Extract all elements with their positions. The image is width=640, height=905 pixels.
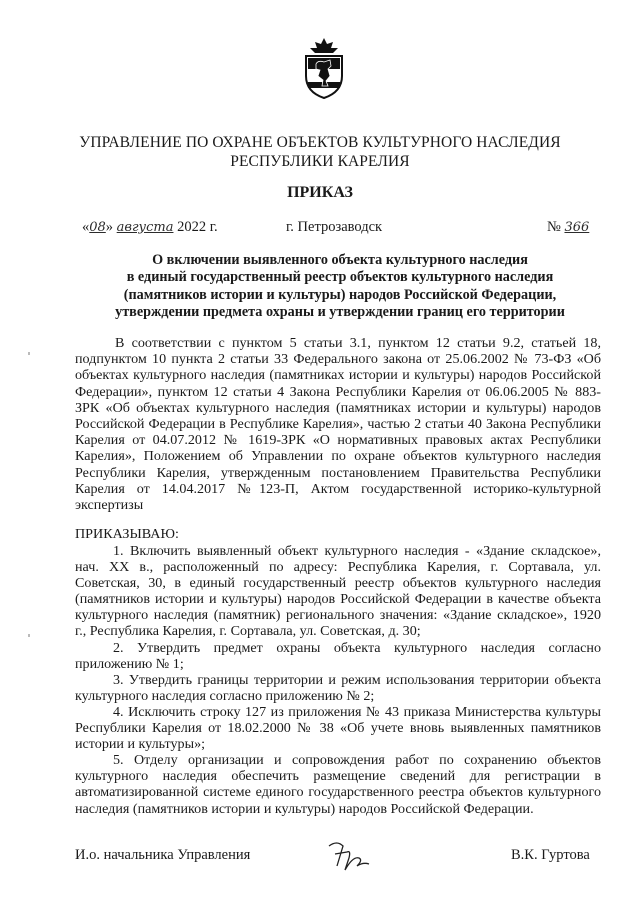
org-line-1: УПРАВЛЕНИЕ ПО ОХРАНЕ ОБЪЕКТОВ КУЛЬТУРНОГО НАСЛЕДИЯ xyxy=(79,134,561,151)
order-word: ПРИКАЗЫВАЮ: xyxy=(75,526,179,542)
order-item: 5. Отделу организации и сопровождения работ по сохранению объектов культурного наследия обеспечить размещение сведений для регистрации в автоматизированной системе единого государственного реестра объектов культурного наследия (памятников истории и культуры) народов Российской Федерации. xyxy=(75,752,601,817)
order-item: 2. Утвердить предмет охраны объекта культурного наследия согласно приложению № 1; xyxy=(75,639,601,672)
title-line-4: утверждении предмета охраны и утверждении границ его территории xyxy=(115,303,565,320)
organization-name xyxy=(0,133,640,171)
org-line-2: РЕСПУБЛИКИ КАРЕЛИЯ xyxy=(230,153,410,170)
title-line-1: О включении выявленного объекта культурного наследия xyxy=(152,252,528,268)
quote-close: » xyxy=(105,219,114,235)
document-number xyxy=(547,219,589,236)
order-item: 3. Утвердить границы территории и режим использования территории объекта культурного наследия согласно приложению № 2; xyxy=(75,671,601,704)
document-date xyxy=(82,219,218,236)
signatory-name: В.К. Гуртова xyxy=(511,847,590,863)
date-month-handwritten: августа xyxy=(116,220,174,235)
signatory-position: И.о. начальника Управления xyxy=(75,847,251,863)
date-day-handwritten: 08 xyxy=(89,220,106,235)
scan-mark xyxy=(28,634,30,637)
quote-open: « xyxy=(82,219,90,235)
order-items xyxy=(75,543,601,817)
document-city: г. Петрозаводск xyxy=(286,219,383,235)
number-label: № xyxy=(547,219,561,235)
scan-mark xyxy=(28,352,30,355)
document-title xyxy=(80,252,600,321)
title-line-2: в единый государственный реестр объектов культурного наследия xyxy=(126,269,554,286)
title-line-3: (памятников истории и культуры) народов Российской Федерации, xyxy=(123,286,557,303)
handwritten-signature xyxy=(323,836,375,876)
order-item: 4. Исключить строку 127 из приложения № 43 приказа Министерства культуры Республики Карелия от 18.02.2000 № 38 «Об учете вновь выявленных памятников истории и культуры»; xyxy=(75,703,601,753)
preamble-paragraph: В соответствии с пунктом 5 статьи 3.1, пунктом 12 статьи 9.2, статьей 18, подпунктом 10 пункта 2 статьи 33 Федерального закона от 25.06.2002 № 73-ФЗ «Об объектах культурного наследия (памятниках истории и культуры) народов Российской Федерации», пунктом 12 статьи 4 Закона Республики Карелия от 06.06.2005 № 883-ЗРК «Об объектах культурного наследия (памятниках истории и культуры) народов Российской Федерации в Республике Карелия», частью 2 статьи 40 Закона Республики Карелия от 04.07.2012 № 1619-ЗРК «О нормативных правовых актах Республики Карелия», Положением об Управлении по охране объектов культурного наследия Республики Карелия, утвержденным постановлением Правительства Республики Карелия от 14.04.2017 №123-П, Актом государственной историко-культурной экспертизы xyxy=(75,335,601,514)
order-item: 1. Включить выявленный объект культурного наследия - «Здание складское», нач. XX в., расположенный по адресу: Республика Карелия, г. Сортавала, ул. Советская, 30, в единый государственный реестр объектов культурного наследия (памятников истории и культуры) народов Российской Федерации в качестве объекта культурного наследия (памятник) регионального значения: «Здание складское», 1920 г., Республика Карелия, г. Сортавала, ул. Советская, д. 30; xyxy=(75,543,601,640)
date-year: 2022 г. xyxy=(177,219,218,235)
number-handwritten: 366 xyxy=(564,220,590,235)
document-type: ПРИКАЗ xyxy=(287,184,353,201)
coat-of-arms-emblem xyxy=(298,36,350,100)
